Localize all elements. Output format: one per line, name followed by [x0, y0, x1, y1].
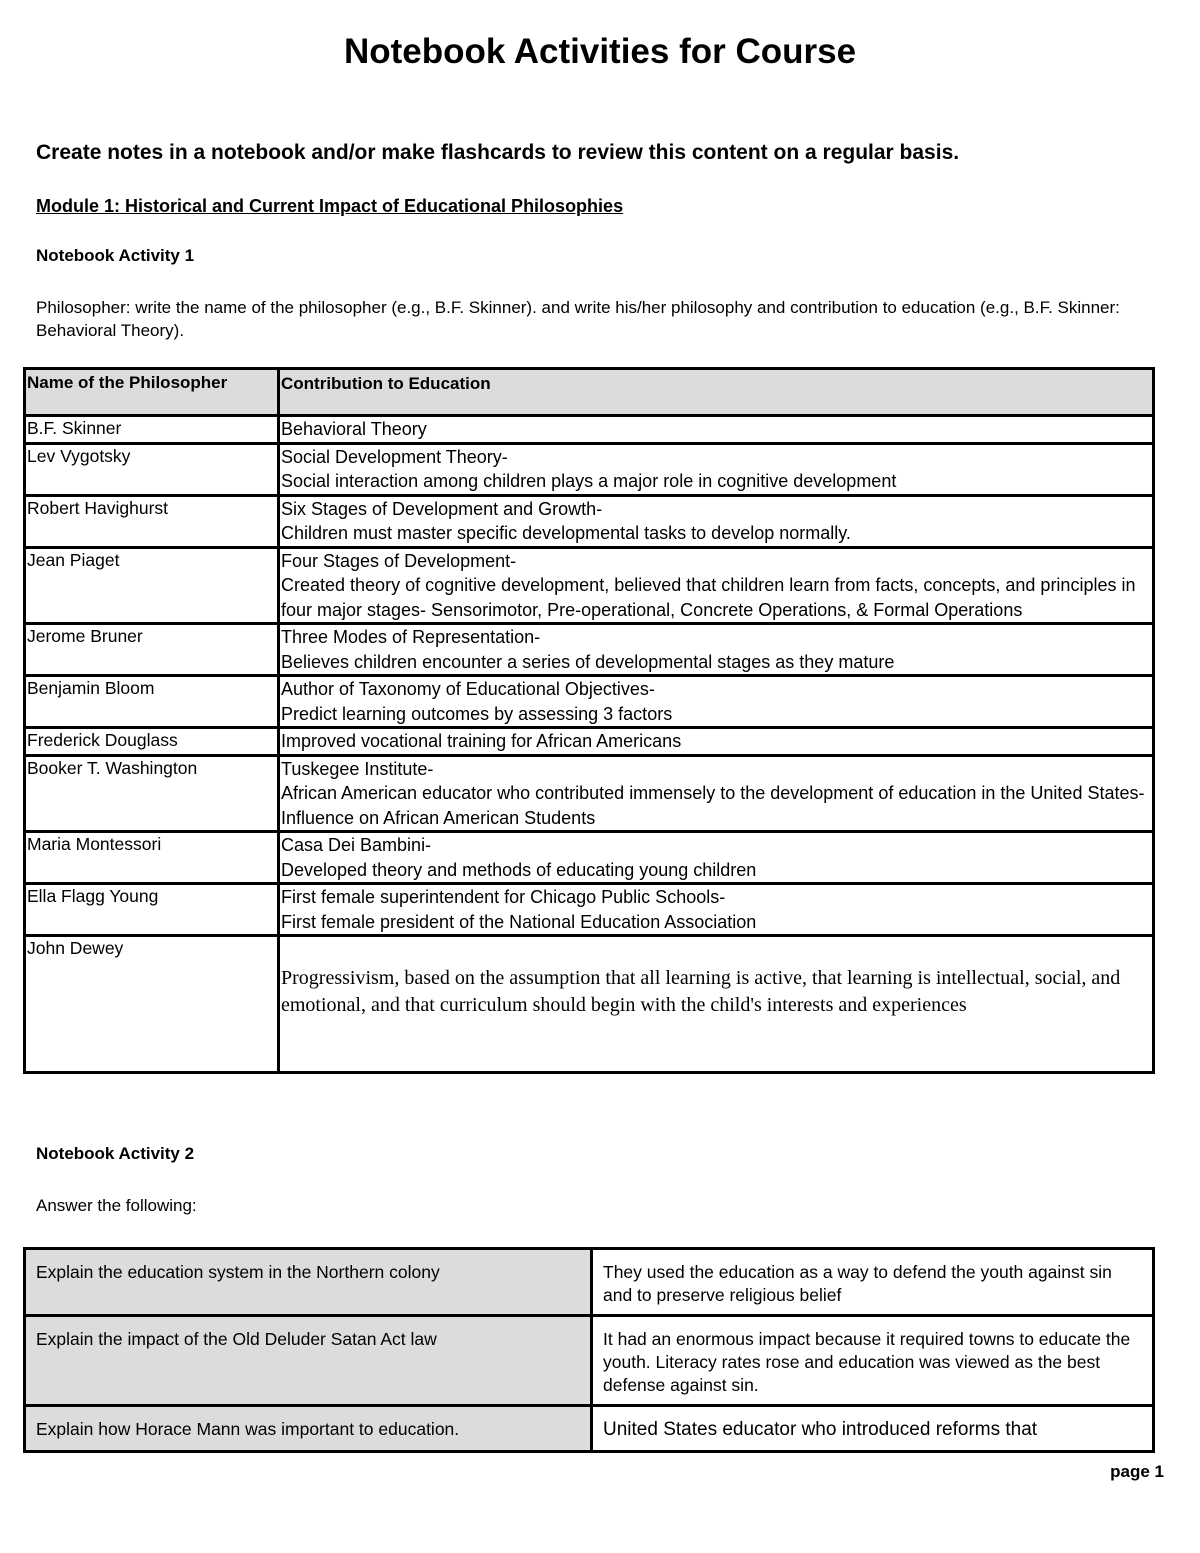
contribution-line: Created theory of cognitive development, believed that children learn from facts, concepts, and principles in four major stages- Sensorimotor, Pre-operational, Concrete Operations, & Formal Operations [281, 575, 1136, 620]
philosopher-name: Ella Flagg Young [25, 884, 279, 936]
table-row [25, 1406, 1154, 1452]
contribution-line: First female superintendent for Chicago Public Schools- [281, 887, 726, 907]
contribution-line: Social Development Theory- [281, 446, 508, 467]
table-row [25, 1249, 1154, 1316]
philosopher-name: Booker T. Washington [25, 755, 279, 832]
activity-1-instruction: Philosopher: write the name of the philosopher (e.g., B.F. Skinner). and write his/her philosophy and contribution to education (e.g., B.F. Skinner: Behavioral Theory). [36, 298, 1120, 340]
intro-text: Create notes in a notebook and/or make flashcards to review this content on a regular basis. [36, 141, 960, 164]
contribution-line: Casa Dei Bambini- [281, 835, 432, 855]
contribution-cell [279, 832, 1154, 884]
question-answer-table [23, 1247, 1155, 1453]
question-cell: Explain how Horace Mann was important to education. [25, 1406, 592, 1452]
philosopher-name: Robert Havighurst [25, 495, 279, 547]
contribution-cell [279, 676, 1154, 728]
philosopher-name: Lev Vygotsky [25, 443, 279, 495]
activity-2-instruction: Answer the following: [36, 1196, 197, 1215]
table-row [25, 495, 1154, 547]
answer-cell: They used the education as a way to defend the youth against sin and to preserve religious belief [592, 1249, 1154, 1316]
contribution-line: Progressivism, based on the assumption that all learning is active, that learning is intellectual, social, and emotional, and that curriculum should begin with the child's interests and experiences [281, 967, 1121, 1016]
philosopher-name: B.F. Skinner [25, 416, 279, 444]
question-cell: Explain the education system in the Northern colony [25, 1249, 592, 1316]
contribution-line: Tuskegee Institute- [281, 758, 434, 779]
column-header-philosopher: Name of the Philosopher [25, 369, 279, 416]
philosopher-table [23, 367, 1155, 1074]
contribution-line: Predict learning outcomes by assessing 3 factors [281, 703, 673, 724]
contribution-line: African American educator who contributed immensely to the development of education in the United States- Influence on African American Students [281, 783, 1145, 828]
question-cell: Explain the impact of the Old Deluder Satan Act law [25, 1316, 592, 1406]
table-header-row [25, 369, 1154, 416]
philosopher-name: John Dewey [25, 936, 279, 1073]
contribution-cell [279, 936, 1154, 1073]
column-header-contribution: Contribution to Education [279, 369, 1154, 416]
table-row [25, 547, 1154, 624]
contribution-cell [279, 547, 1154, 624]
contribution-line: Social interaction among children plays a major role in cognitive development [281, 471, 897, 491]
answer-cell: It had an enormous impact because it required towns to educate the youth. Literacy rates rose and education was viewed as the best defense against sin. [592, 1316, 1154, 1406]
table-row [25, 884, 1154, 936]
philosopher-name: Maria Montessori [25, 832, 279, 884]
table-row [25, 416, 1154, 444]
page-number: page 1 [1110, 1462, 1164, 1481]
contribution-line: Children must master specific developmental tasks to develop normally. [281, 523, 851, 543]
contribution-cell [279, 416, 1154, 444]
module-heading: Module 1: Historical and Current Impact of Educational Philosophies [36, 196, 624, 216]
page-title: Notebook Activities for Course [343, 32, 857, 71]
contribution-cell [279, 495, 1154, 547]
contribution-line: Believes children encounter a series of developmental stages as they mature [281, 651, 895, 672]
philosopher-name: Frederick Douglass [25, 728, 279, 756]
contribution-line: Six Stages of Development and Growth- [281, 498, 603, 519]
contribution-cell [279, 728, 1154, 756]
activity-2-heading: Notebook Activity 2 [36, 1144, 195, 1163]
activity-1-heading: Notebook Activity 1 [36, 246, 195, 265]
contribution-cell [279, 755, 1154, 832]
contribution-cell [279, 624, 1154, 676]
contribution-cell [279, 884, 1154, 936]
table-row [25, 676, 1154, 728]
table-row [25, 1316, 1154, 1406]
table-row [25, 624, 1154, 676]
contribution-line: Four Stages of Development- [281, 550, 517, 571]
contribution-line: Author of Taxonomy of Educational Objectives- [281, 679, 655, 699]
table-row [25, 832, 1154, 884]
table-row [25, 443, 1154, 495]
contribution-line: Three Modes of Representation- [281, 627, 541, 647]
table-row [25, 728, 1154, 756]
contribution-line: Developed theory and methods of educating young children [281, 859, 757, 880]
philosopher-name: Jean Piaget [25, 547, 279, 624]
contribution-line: Behavioral Theory [281, 419, 427, 439]
contribution-cell [279, 443, 1154, 495]
contribution-line: Improved vocational training for African Americans [281, 731, 682, 751]
answer-cell: United States educator who introduced reforms that [592, 1406, 1154, 1452]
philosopher-name: Benjamin Bloom [25, 676, 279, 728]
table-row [25, 755, 1154, 832]
philosopher-name: Jerome Bruner [25, 624, 279, 676]
contribution-line: First female president of the National Education Association [281, 911, 757, 932]
table-row [25, 936, 1154, 1073]
